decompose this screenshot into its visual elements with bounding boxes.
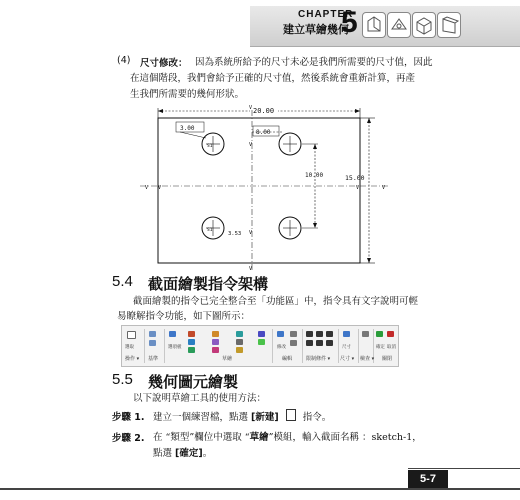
section-title: 截面繪製指令架構 <box>148 275 269 293</box>
dimension-icon[interactable] <box>343 331 350 337</box>
circle-icon[interactable] <box>188 347 195 353</box>
select-icon[interactable] <box>127 331 136 339</box>
ok-icon[interactable] <box>376 331 383 337</box>
midpoint-constraint-icon[interactable] <box>306 340 313 346</box>
dim-spacing-x-text: 8.00 <box>256 129 271 136</box>
hole-top-left <box>202 133 224 155</box>
equal-constraint-icon[interactable] <box>326 340 333 346</box>
mirror-icon[interactable] <box>290 331 297 337</box>
step-text: 建立一個練習檔，點選 [新建] 指令。 <box>153 409 331 426</box>
tangent-constraint-icon[interactable] <box>326 331 333 337</box>
inspect-icon[interactable] <box>362 331 369 337</box>
arc-icon[interactable] <box>212 331 219 337</box>
dim-height-text: 15.00 <box>345 174 365 182</box>
section-intro: 以下說明草繪工具的使用方法： <box>133 393 267 404</box>
step-text: 在 “類型”欄位中選取 “草繪”模組，輸入截面名稱 ：sketch-1， <box>153 432 422 443</box>
thicken-icon[interactable] <box>258 339 265 345</box>
item-title: 尺寸修改： <box>140 58 188 69</box>
section-number: 5.4 <box>112 273 133 290</box>
dim-width-text: 20.00 <box>253 107 275 115</box>
item-text-line: 因為系統所給予的尺寸未必是我們所需要的尺寸值，因此 <box>195 57 433 68</box>
chapter-number: 5 <box>341 6 358 39</box>
page-number: 5-7 <box>420 473 436 485</box>
chamfer-icon[interactable] <box>236 339 243 345</box>
fillet-icon[interactable] <box>236 331 243 337</box>
outline-rectangle <box>158 118 360 263</box>
hole-bottom-left <box>202 217 224 239</box>
hole-bottom-right <box>279 217 301 239</box>
footer-rule <box>408 468 520 469</box>
chapter-icon-2 <box>387 12 411 38</box>
symmetric-constraint-icon[interactable] <box>316 340 323 346</box>
dim-offset-text: 3.00 <box>180 125 195 132</box>
svg-text:V: V <box>356 185 360 191</box>
svg-text:V: V <box>249 266 253 270</box>
ellipse-icon[interactable] <box>212 339 219 345</box>
item-text-line: 生我們所需要的幾何形狀。 <box>130 89 245 100</box>
group-label-edit: 編輯 <box>282 356 293 362</box>
svg-text:S1: S1 <box>207 228 213 233</box>
dim-spacing-y-text: 10.00 <box>305 172 324 179</box>
modify-icon[interactable] <box>277 331 284 337</box>
sketch-figure <box>140 100 390 270</box>
new-file-icon <box>286 409 296 421</box>
section-text-line: 截面繪製的指令已完全整合至「功能區」中，指令具有文字說明可輕 <box>133 296 419 307</box>
group-label-operation[interactable]: 操作 ▾ <box>125 356 140 362</box>
palette-icon[interactable] <box>169 331 176 337</box>
horizontal-constraint-icon[interactable] <box>316 331 323 337</box>
line-icon[interactable] <box>188 331 195 337</box>
item-text-line: 在這個階段，我們會給予正確的尺寸值，然後系統會重新計算，再產 <box>130 73 416 84</box>
step-label: 步驟 1. <box>112 412 145 423</box>
svg-text:V: V <box>158 185 162 191</box>
centerline-icon[interactable] <box>149 331 156 337</box>
hole-top-right <box>279 133 301 155</box>
group-label-inspect[interactable]: 檢查 ▾ <box>360 356 375 362</box>
chapter-title: 建立草繪幾何 <box>283 23 349 36</box>
group-label-constraint[interactable]: 限制條件 ▾ <box>306 356 331 362</box>
svg-text:V: V <box>249 105 253 111</box>
section-text-line: 易瞭解指令功能，如下圖所示： <box>117 311 251 322</box>
text-icon[interactable] <box>236 347 243 353</box>
step-text-line2: 點選 [確定]。 <box>153 448 213 459</box>
divide-icon[interactable] <box>290 340 297 346</box>
svg-text:V: V <box>382 185 386 191</box>
svg-text:V: V <box>249 230 253 236</box>
svg-text:S1: S1 <box>207 144 213 149</box>
footer-line <box>0 488 520 490</box>
offset-icon[interactable] <box>258 331 265 337</box>
group-label-close: 關閉 <box>382 356 393 362</box>
point-icon[interactable] <box>149 340 156 346</box>
svg-text:V: V <box>145 185 149 191</box>
sketch-ribbon-toolbar: 選取 選項板 修改 尺寸 確定 取消 操作 ▾ 基準 草繪 編輯 限制條件 ▾ 尺寸 ▾ 檢查 ▾ 關閉 <box>121 325 399 367</box>
item-number: (4) <box>117 55 131 66</box>
cancel-icon[interactable] <box>387 331 394 337</box>
group-label-dimension[interactable]: 尺寸 ▾ <box>340 356 355 362</box>
dim-small-text: 3.53 <box>228 231 242 237</box>
chapter-word: CHAPTER <box>298 9 354 20</box>
group-label-datum: 基準 <box>148 356 159 362</box>
step-label: 步驟 2. <box>112 433 145 444</box>
vertical-constraint-icon[interactable] <box>306 331 313 337</box>
section-title: 幾何圖元繪製 <box>148 373 239 391</box>
rectangle-icon[interactable] <box>188 339 195 345</box>
chapter-icon-3 <box>412 12 436 38</box>
chapter-icon-1 <box>362 12 386 38</box>
svg-text:V: V <box>249 142 253 148</box>
spline-icon[interactable] <box>212 347 219 353</box>
section-number: 5.5 <box>112 371 133 388</box>
chapter-icon-4 <box>437 12 461 38</box>
group-label-sketch: 草繪 <box>222 356 233 362</box>
